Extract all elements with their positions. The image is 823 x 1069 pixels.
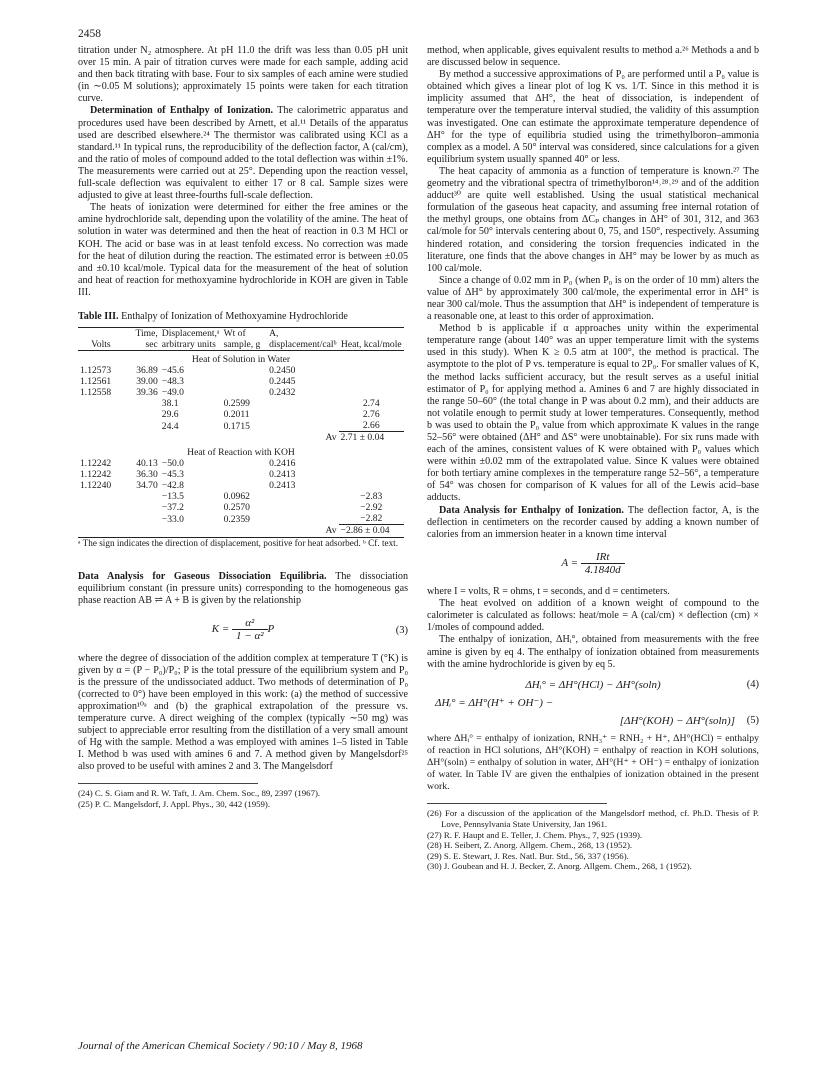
col-header-volts: Volts [78,328,124,351]
equation-deflection-factor [427,551,759,576]
footnote-divider [78,783,258,784]
page-number: 2458 [78,28,101,40]
paragraph-heat-capacity: The heat capacity of ammonia as a function of temperature is known.²⁷ The geometry and the vibrational spectra of trimethylboron¹⁴˒²⁸˒²⁹ and of the addition adduct³⁰ are quite well established. Using the usual statistical mechanical formulation of the gaseous heat capacity, and assuming free internal rotation of the methyl groups, one obtains from ΔCₚ changes in ΔH° of 301, 312, and 363 cal/mole for 50° intervals centering about 0, 75, and 150°, respectively. Assuming hindered rotation, and considering the torsion frequencies indicated in the literature, one finds that the above changes in ΔH° may be lower by as much as 100 cal/mole. [427,165,759,274]
table-section-reaction [78,444,404,525]
cell-heat: 2.74 [362,398,380,410]
cell-weight [222,480,268,491]
cell-displacement: −49.0 [161,387,184,399]
right-column [427,45,759,872]
journal-footer: Journal of the American Chemical Society / 90:10 / May 8, 1968 [78,1040,363,1052]
cell-displacement: 29.6 [161,409,179,421]
cell-displacement: −45.3 [161,469,184,481]
cell-displacement: −45.6 [161,365,184,377]
table-average-reaction [78,525,404,538]
paragraph-enthalpy-analysis [427,505,759,541]
col-header-heat: Heat, kcal/mole [339,328,404,351]
fraction-denominator: 1 − α² [236,630,264,643]
cell-time [124,502,160,513]
paragraph-enthalpy-determination [78,105,408,202]
table-row [78,387,404,398]
equation-3 [78,617,408,642]
cell-a-factor [267,502,338,513]
cell-heat: 2.76 [362,409,380,421]
cell-time: 34.70 [136,480,158,492]
cell-a-factor: 0.2445 [269,376,296,388]
left-column [78,45,408,810]
equation-lhs: K = [211,623,230,636]
average-label: Av [325,432,337,444]
equation-body: ΔHᵢ° = ΔH°(HCl) − ΔH°(soln) [525,678,661,691]
paragraph-definitions: where ΔHᵢ° = enthalpy of ionization, RNH₃⁺ = RNH₂ + H⁺, ΔH°(HCl) = enthalpy of reaction in HCl solutions, ΔH°(KOH) = enthalpy of reaction in KOH solutions, ΔH°(soln) = enthalpy of solution in water, ΔH°(H⁺ + OH⁻) = enthalpy of ionization of water. In Table IV are given the enthalpies of ionization obtained in the present work. [427,732,759,793]
cell-heat [339,469,404,480]
cell-heat: 2.66 [362,420,380,432]
cell-heat: −2.92 [360,502,383,514]
cell-heat: −2.83 [360,491,383,503]
cell-time: 36.89 [136,365,158,377]
section-text-enthalpy: The calorimetric apparatus and procedures used have been described by Arnett, et al.¹¹ Details of the apparatus used are described elsewhere.²⁴ The thermistor was calibrated using KCl as a standard.¹¹ In typical runs, the reproducibility of the deflection factor, A (cal/cm), and the ratio of moles of compound added to the total deflection was within ±1%. The measurements were carried out at 25°. Depending upon the reaction vessel, full-scale deflection was equivalent to either 17 or 8 cal. Sample sizes were adjusted to give at least three-fourths full-scale deflection. [78,105,408,202]
table-row [78,376,404,387]
fraction-numerator: IRt [581,551,625,564]
table-row [78,420,404,432]
table-row [78,513,404,525]
equation-fraction [232,617,268,642]
cell-volts [78,491,124,502]
cell-a-factor [267,398,338,409]
paragraph-dissociation [78,571,408,607]
cell-heat [339,376,404,387]
cell-a-factor: 0.2432 [269,387,296,399]
table-row [78,458,404,469]
cell-a-factor [267,491,338,502]
paragraph-heat-evolved: The heat evolved on addition of a known weight of compound to the calorimeter is calculated as follows: heat/mole = A (cal/cm) × deflection (cm) × 1/moles of compound added. [427,598,759,634]
cell-displacement: −37.2 [161,502,184,514]
cell-a-factor [267,513,338,525]
paragraph-titration: titration under N₂ atmosphere. At pH 11.0 the drift was less than 0.05 pH unit over 15 min. A pair of titration curves were made for each sample, adding acid and then back titrating with base. Four to six samples of each amine were studied (in ∼0.05 M solutions); approximately 15 points were taken for each titration curve. [78,45,408,105]
cell-heat [339,480,404,491]
footnote-item: (30) J. Goubean and H. J. Becker, Z. Anorg. Allgem. Chem., 268, 1 (1952). [427,861,692,872]
section-heading-enthalpy-analysis: Data Analysis for Enthalpy of Ionization. [439,504,624,516]
footnote-item: (25) P. C. Mangelsdorf, J. Appl. Phys., 30, 442 (1959). [78,799,271,810]
footnotes-right [427,808,759,872]
cell-weight [222,365,268,376]
cell-time [124,398,160,409]
equation-4 [427,679,759,691]
cell-displacement: −33.0 [161,513,184,525]
cell-weight: 0.2359 [223,513,250,525]
cell-weight [222,387,268,398]
cell-a-factor: 0.2413 [269,480,296,492]
equation-body: ΔHᵢ° = ΔH°(H⁺ + OH⁻) − [435,696,554,709]
table-title: Enthalpy of Ionization of Methoxyamine Hydrochloride [118,310,348,322]
cell-weight: 0.0962 [223,491,250,503]
cell-volts: 1.12558 [80,387,112,399]
cell-displacement: 38.1 [161,398,179,410]
col-header-time: Time, sec [124,328,160,351]
paragraph-mangelsdorf: method, when applicable, gives equivalent results to method a.²⁶ Methods a and b are discussed below in sequence. [427,45,759,69]
equation-number: (5) [746,714,759,726]
section-text-enthalpy-analysis: The deflection factor, A, is the deflection in centimeters on the recorder caused by adding a known number of calories from an immersion heater in a known time interval [427,504,759,540]
equation-body: [ΔH°(KOH) − ΔH°(soln)] [619,714,735,727]
cell-a-factor: 0.2413 [269,469,296,481]
table-average-solution [78,432,404,445]
paragraph-enthalpy-ionization: The enthalpy of ionization, ΔHᵢ°, obtained from measurements with the free amine is given by eq 4. The enthalpy of ionization obtained from measurements with the amine hydrochloride is given by eq 5. [427,634,759,670]
cell-volts [78,398,124,409]
average-value: 2.71 ± 0.04 [339,432,404,445]
table-row [78,491,404,502]
table-section-solution [78,351,404,432]
paragraph-units: where I = volts, R = ohms, t = seconds, and d = centimeters. [427,586,670,598]
cell-displacement: 24.4 [161,420,179,432]
equation-rhs: P [267,623,275,636]
cell-time: 40.13 [136,458,158,470]
cell-time [124,409,160,420]
equation-number: (4) [746,678,759,690]
paragraph-heats-of-ionization: The heats of ionization were determined for either the free amines or the amine hydrochloride salt, depending upon the volatility of the amine. The heat of solution in water was determined and then the heat of reaction in 0.3 M HCl or KOH. The acid or base was in at least tenfold excess. No correction was made for the heat of dilution during the reaction. The estimated error is between ±0.05 and ±0.10 kcal/mole. Typical data for the measurement of the heat of solution and heat of reaction for methoxyamine hydrochloride in KOH are given in Table III. [78,202,408,298]
footnote-item: (29) S. E. Stewart, J. Res. Natl. Bur. Std., 56, 337 (1956). [427,850,629,861]
footnotes-left [78,788,408,809]
cell-weight [222,458,268,469]
equation-fraction [581,551,625,576]
cell-weight: 0.1715 [223,420,250,432]
cell-time: 39.00 [136,376,158,388]
cell-weight: 0.2011 [223,409,250,421]
cell-volts: 1.12573 [80,365,112,377]
paragraph-method-a: By method a successive approximations of P₀ are performed until a P₀ value is obtained which gives a linear plot of log K vs. 1/T. Since in this method it is implicity assumed that ΔH°, the heat of dissociation, is independent of temperature over the temperature interval studied, the validity of this assumption was investigated. One can estimate the approximate temperature dependence of ΔH° for the type of equilibria studied using the trimethylboron–ammonia complex as a model. A 50° interval was considered, since calculations for a given equilibrium system usually spanned 40° or less. [427,69,759,165]
cell-time [124,491,160,502]
cell-volts: 1.12561 [80,376,112,388]
cell-displacement: −50.0 [161,458,184,470]
table-section-heading: Heat of Solution in Water [191,354,291,366]
section-heading-dissociation: Data Analysis for Gaseous Dissociation Equilibria. [78,571,327,583]
footnote-item: (26) For a discussion of the application of the Mangelsdorf method, cf. Ph.D. Thesis of P. Love, Pennsylvania State University, Jan 1961. [427,808,759,830]
cell-weight [222,469,268,480]
table-row [78,398,404,409]
table-row [78,502,404,513]
cell-displacement: −42.8 [161,480,184,492]
table-row [78,365,404,376]
cell-displacement: −48.3 [161,376,184,388]
table-caption [78,311,408,323]
equation-number: (3) [395,625,408,637]
cell-weight: 0.2570 [223,502,250,514]
table-footnote: ᵃ The sign indicates the direction of displacement, positive for heat adsorbed. ᵇ Cf. text. [78,538,399,549]
cell-time: 39.36 [136,387,158,399]
footnote-item: (24) C. S. Giam and R. W. Taft, J. Am. Chem. Soc., 89, 2397 (1967). [78,788,321,799]
cell-volts [78,502,124,513]
cell-a-factor: 0.2416 [269,458,296,470]
equation-lhs: A = [561,556,579,569]
paragraph-error: Since a change of 0.02 mm in P₀ (when P₀ is on the order of 10 mm) alters the value of ΔH° by approximately 300 cal/mole, the experimental error in ΔH° is near 300 cal/mole. Thus the assumption that ΔH° is independent of temperature is a reasonable one, at least to this order of approximation. [427,274,759,323]
footnote-divider [427,803,607,804]
cell-weight [222,376,268,387]
fraction-numerator: α² [232,617,268,630]
cell-time [124,513,160,525]
section-text-dissociation: The dissociation equilibrium constant (in pressure units) corresponding to the homogeneous gas phase reaction AB ⇌ A + B is given by the relationship [78,571,408,607]
equation-5a [427,697,759,709]
table-section-heading: Heat of Reaction with KOH [187,447,295,459]
table-label: Table III. [78,310,119,322]
cell-volts [78,420,124,432]
footnote-item: (27) R. F. Haupt and E. Teller, J. Chem. Phys., 7, 925 (1939). [427,829,643,840]
table-row [78,480,404,491]
section-heading-enthalpy: Determination of Enthalpy of Ionization. [90,105,274,117]
cell-weight: 0.2599 [223,398,250,410]
col-header-displacement: Displacement,ᵃ arbitrary units [161,328,220,351]
enthalpy-table [78,327,404,538]
cell-heat [339,365,404,376]
cell-volts: 1.12242 [80,469,112,481]
paragraph-degree-dissociation: where the degree of dissociation of the addition complex at temperature T (°K) is given by α = (P − P₀)/P₀; P is the total pressure of the equilibrium system and P₀ is the pressure of the undissociated adduct. Two methods of determination of P₀ (corrected to 0°) have been employed in this work: (a) the method of successive approximation¹⁰ᵃ and (b) the graphical extrapolation of the pressure vs. temperature curve. A direct weighing of the complex (typically ∼50 mg) was subject to appreciable error resulting from the distillation of a very small amount of Hg with the sample. Method a was employed with amines 1–5 listed in Table I. Method b was used with amines 6 and 7. A method given by Mangelsdorf²⁵ also proved to be useful with amines 2 and 3. The Mangelsdorf [78,652,408,773]
cell-a-factor: 0.2450 [269,365,296,377]
col-header-a: A, displacement/calᵇ [269,328,337,351]
average-value: −2.86 ± 0.04 [339,525,404,538]
average-label: Av [78,525,339,538]
paragraph-method-b: Method b is applicable if α approaches unity within the experimental temperature range (about 140° was an upper temperature limit with the systems used in this study). When K ≥ 0.5 atm at 100°, the method is practical. The asymptote to the plot of P vs. temperature is equal to 2P₀. For smaller values of K, the method lacks sufficient accuracy, but the result serves as a useful initial estimator of P₀ for applying method a. Amines 6 and 7 are highly dissociated in the range 50–60° (the total change in P was about 0.2 mm), and their adducts are not volatile enough to permit study at lower temperatures. Consequently, method b was used to obtain the P₀ value from which approximate K values in the range 52–56° were obtained (ΔH° and ΔS° were unobtainable). For six runs made with each of the amines, consistent values of K were obtained with P₀ values which were within ±0.02 mm of the extrapolated value. Since K values were obtained for both tertiary amine complexes in the temperature range 52–56°, a temperature of 54° was chosen for comparison of K values for all of the Lewis acid–base adducts. [427,323,759,504]
cell-volts [78,513,124,525]
table-row [78,469,404,480]
cell-time [124,420,160,432]
cell-volts [78,409,124,420]
equation-5b [427,715,759,727]
cell-heat [339,458,404,469]
cell-time: 36.30 [136,469,158,481]
cell-a-factor [267,409,338,420]
footnote-item: (28) H. Seibert, Z. Anorg. Allgem. Chem., 268, 13 (1952). [427,840,633,851]
col-header-wt: Wt of sample, g [222,328,268,351]
cell-heat: −2.82 [360,513,383,525]
table-row [78,409,404,420]
cell-a-factor [267,420,338,432]
cell-displacement: −13.5 [161,491,184,503]
cell-volts: 1.12242 [80,458,112,470]
fraction-denominator: 4.1840d [584,563,621,576]
cell-volts: 1.12240 [80,480,112,492]
cell-heat [339,387,404,398]
